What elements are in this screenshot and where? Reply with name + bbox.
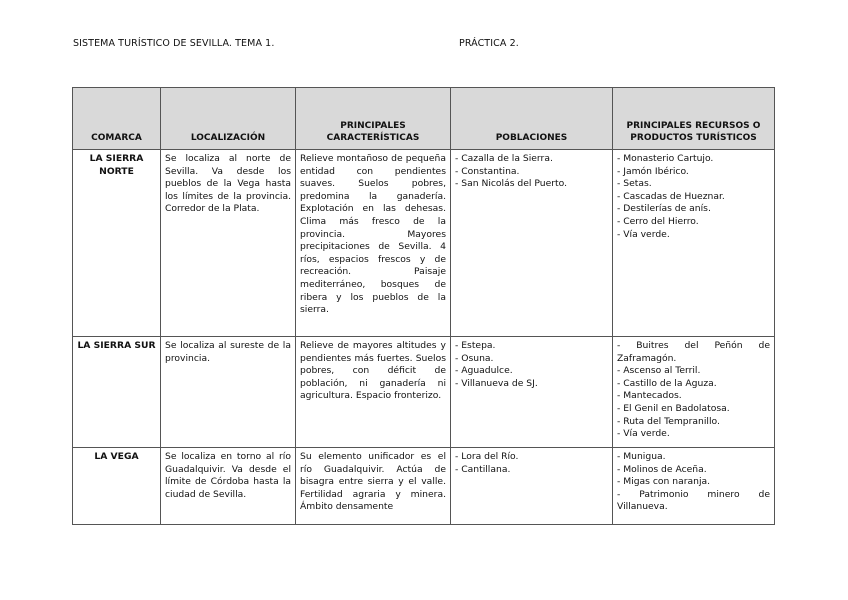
column-header-comarca: COMARCA	[73, 88, 161, 150]
recursos-cell	[613, 150, 775, 337]
list-item: - Ascenso al Terril.	[617, 365, 701, 377]
poblaciones-cell	[451, 337, 613, 448]
caracteristicas-cell: Relieve montañoso de pequeña entidad con pendientes suaves. Suelos pobres, predomina la ganadería. Explotación en las dehesas. Clima más fresco de la provincia. Mayores precipitaciones de Sevilla. 4 ríos, espacios frescos y de recreación. Paisaje mediterráneo, bosques de ribera y los pueblos de la sierra.	[296, 150, 451, 337]
recursos-cell	[613, 448, 775, 525]
list-item: - Munigua.	[617, 451, 666, 462]
document-header-practice: PRÁCTICA 2.	[459, 38, 519, 49]
recursos-cell	[613, 337, 775, 448]
list-item: - Mantecados.	[617, 390, 682, 402]
comarca-cell	[73, 337, 161, 448]
table-row	[73, 150, 775, 337]
localizacion-cell: Se localiza al sureste de la provincia.	[161, 337, 296, 448]
list-item: - Castillo de la Aguza.	[617, 377, 717, 389]
caracteristicas-cell: Relieve de mayores altitudes y pendientes más fuertes. Suelos pobres, con déficit de población, ni ganadería ni agricultura. Espacio fronterizo.	[296, 337, 451, 448]
list-item: - Cascadas de Hueznar.	[617, 190, 725, 202]
table-row	[73, 337, 775, 448]
comarca-name: LA VEGA	[94, 451, 139, 462]
column-header-caracteristicas: PRINCIPALES CARACTERÍSTICAS	[296, 88, 451, 150]
list-item: - Jamón Ibérico.	[617, 165, 689, 177]
list-item: - El Genil en Badolatosa.	[617, 402, 730, 414]
column-header-poblaciones: POBLACIONES	[451, 88, 613, 150]
comarcas-table	[72, 87, 775, 525]
list-item: - Buitres del Peñón de Zaframagón.	[617, 340, 770, 364]
table-header-row	[73, 88, 775, 150]
document-header-title: SISTEMA TURÍSTICO DE SEVILLA. TEMA 1.	[73, 38, 275, 49]
list-item: - Cazalla de la Sierra.	[455, 153, 553, 164]
list-item: - Patrimonio minero de Villanueva.	[617, 488, 770, 513]
list-item: - Molinos de Aceña.	[617, 463, 707, 475]
list-item: - Lora del Río.	[455, 451, 519, 462]
list-item: - Destilerías de anís.	[617, 203, 711, 215]
list-item: - Vía verde.	[617, 428, 670, 440]
list-item: - Osuna.	[455, 352, 494, 364]
poblaciones-cell	[451, 448, 613, 525]
list-item: - Cerro del Hierro.	[617, 215, 699, 227]
comarca-cell	[73, 448, 161, 525]
table-row	[73, 448, 775, 525]
column-header-recursos: PRINCIPALES RECURSOS O PRODUCTOS TURÍSTICOS	[613, 88, 775, 150]
localizacion-cell: Se localiza al norte de Sevilla. Va desde los pueblos de la Vega hasta los límites de la provincia. Corredor de la Plata.	[161, 150, 296, 337]
comarca-name: LA SIERRA NORTE	[89, 153, 144, 177]
list-item: - Vía verde.	[617, 228, 670, 240]
localizacion-cell: Se localiza en torno al río Guadalquivir. Va desde el límite de Córdoba hasta la ciudad de Sevilla.	[161, 448, 296, 525]
list-item: - Villanueva de SJ.	[455, 377, 538, 389]
list-item: - Aguadulce.	[455, 365, 513, 377]
column-header-localizacion: LOCALIZACIÓN	[161, 88, 296, 150]
list-item: - Setas.	[617, 178, 652, 190]
list-item: - Migas con naranja.	[617, 476, 711, 488]
list-item: - Cantillana.	[455, 463, 511, 475]
poblaciones-cell	[451, 150, 613, 337]
list-item: - Estepa.	[455, 340, 496, 351]
comarca-name: LA SIERRA SUR	[77, 340, 156, 351]
comarca-cell	[73, 150, 161, 337]
list-item: - San Nicolás del Puerto.	[455, 178, 567, 190]
caracteristicas-cell: Su elemento unificador es el río Guadalquivir. Actúa de bisagra entre sierra y el valle. Fertilidad agraria y minera. Ámbito densamente	[296, 448, 451, 525]
list-item: - Ruta del Tempranillo.	[617, 415, 720, 427]
list-item: - Monasterio Cartujo.	[617, 153, 714, 164]
list-item: - Constantina.	[455, 165, 520, 177]
